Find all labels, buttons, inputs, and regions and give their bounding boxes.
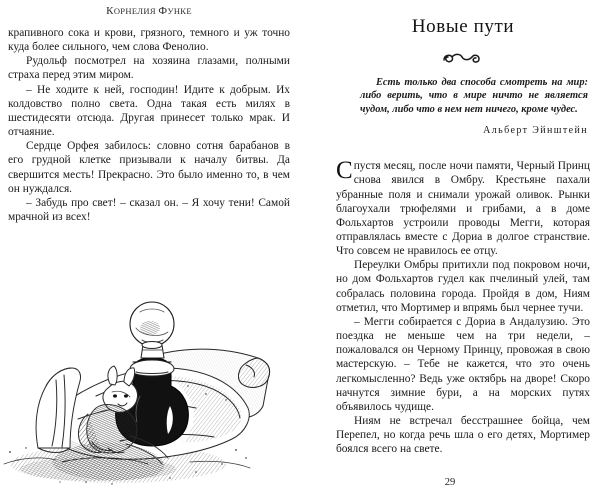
paragraph: Рудольф посмотрел на хозяина глазами, полными страха перед этим миром. [8, 55, 290, 82]
paragraph: – Забудь про свет! – сказал он. – Я хочу тени! Самой мрачной из всех! [8, 196, 290, 224]
page-number: 29 [444, 477, 456, 488]
running-head-rest-1: ОРНЕЛИЯ [113, 6, 156, 16]
epigraph-text: Есть только два способа смотреть на мир: либо верить, что в мире ничто не является чудом, либо что в нем нет ничего, кроме чудес. [360, 77, 588, 115]
paragraph-text: пустя месяц, после ночи памяти, Черный Принц снова явился в Омбру. Крестьяне пахали убранные поля и снимали урожай оливок. Рынки благоухали трюфелями и грибами, а в доме Фольхартов устроили проводы Мегги, которая отправлялась вместе с Дориа в долгое странствие. Что совсем не нравилось ее отцу. [336, 160, 590, 258]
paragraph-with-dropcap [336, 159, 590, 258]
swirl-ornament-icon [336, 50, 590, 66]
chapter-illustration [0, 236, 300, 494]
paragraph: Ниям не встречал бесстрашнее бойца, чем Перепел, но когда речь шла о его детях, Мортимер боялся всего на свете. [336, 415, 590, 456]
right-page-body [336, 159, 590, 456]
paragraph: крапивного сока и крови, грязного, темного и уж точно куда более сильного, чем слова Фенолио. [8, 27, 290, 54]
paragraph: – Мегги собирается с Дориа в Андалузию. Это поездка не меньше чем на три недели, – пожаловался он Черному Принцу, провожая в свою мастерскую. – Тебе не кажется, что это очень легкомысленно? Ведь уже октябрь на дворе! Скоро начнутся зимние бури, а на морских путях объявилось чудище. [336, 315, 590, 413]
drop-cap: С [336, 157, 353, 185]
running-head-initial-1: К [106, 5, 114, 17]
chapter-title: Новые пути [411, 16, 515, 37]
epigraph-source: Альберт Эйнштейн [483, 125, 588, 137]
right-page [300, 0, 600, 497]
running-head-initial-2: Ф [158, 5, 168, 17]
left-page-body [8, 26, 290, 224]
paragraph: Переулки Омбры притихли под покровом ночи, но дом Фольхартов гудел как пчелиный улей, там собралась половина города. Пройдя в дом, Ниям отметил, что Мортимер и впрямь был чернее тучи. [336, 259, 590, 314]
running-head-rest-2: УНКЕ [167, 6, 192, 16]
running-head [8, 5, 290, 17]
paragraph: Сердце Орфея забилось: словно сотня барабанов в его грудной клетке призывали к началу битвы. Да свершится месть! Прекрасно. Это было именно то, в чем он нуждался. [8, 140, 290, 195]
paragraph: – Не ходите к ней, господин! Идите к добрым. Их колдовство полно света. Одна такая есть милях в шестидесяти отсюда. Другая принесет только мрак. И отчаяние. [8, 83, 290, 139]
